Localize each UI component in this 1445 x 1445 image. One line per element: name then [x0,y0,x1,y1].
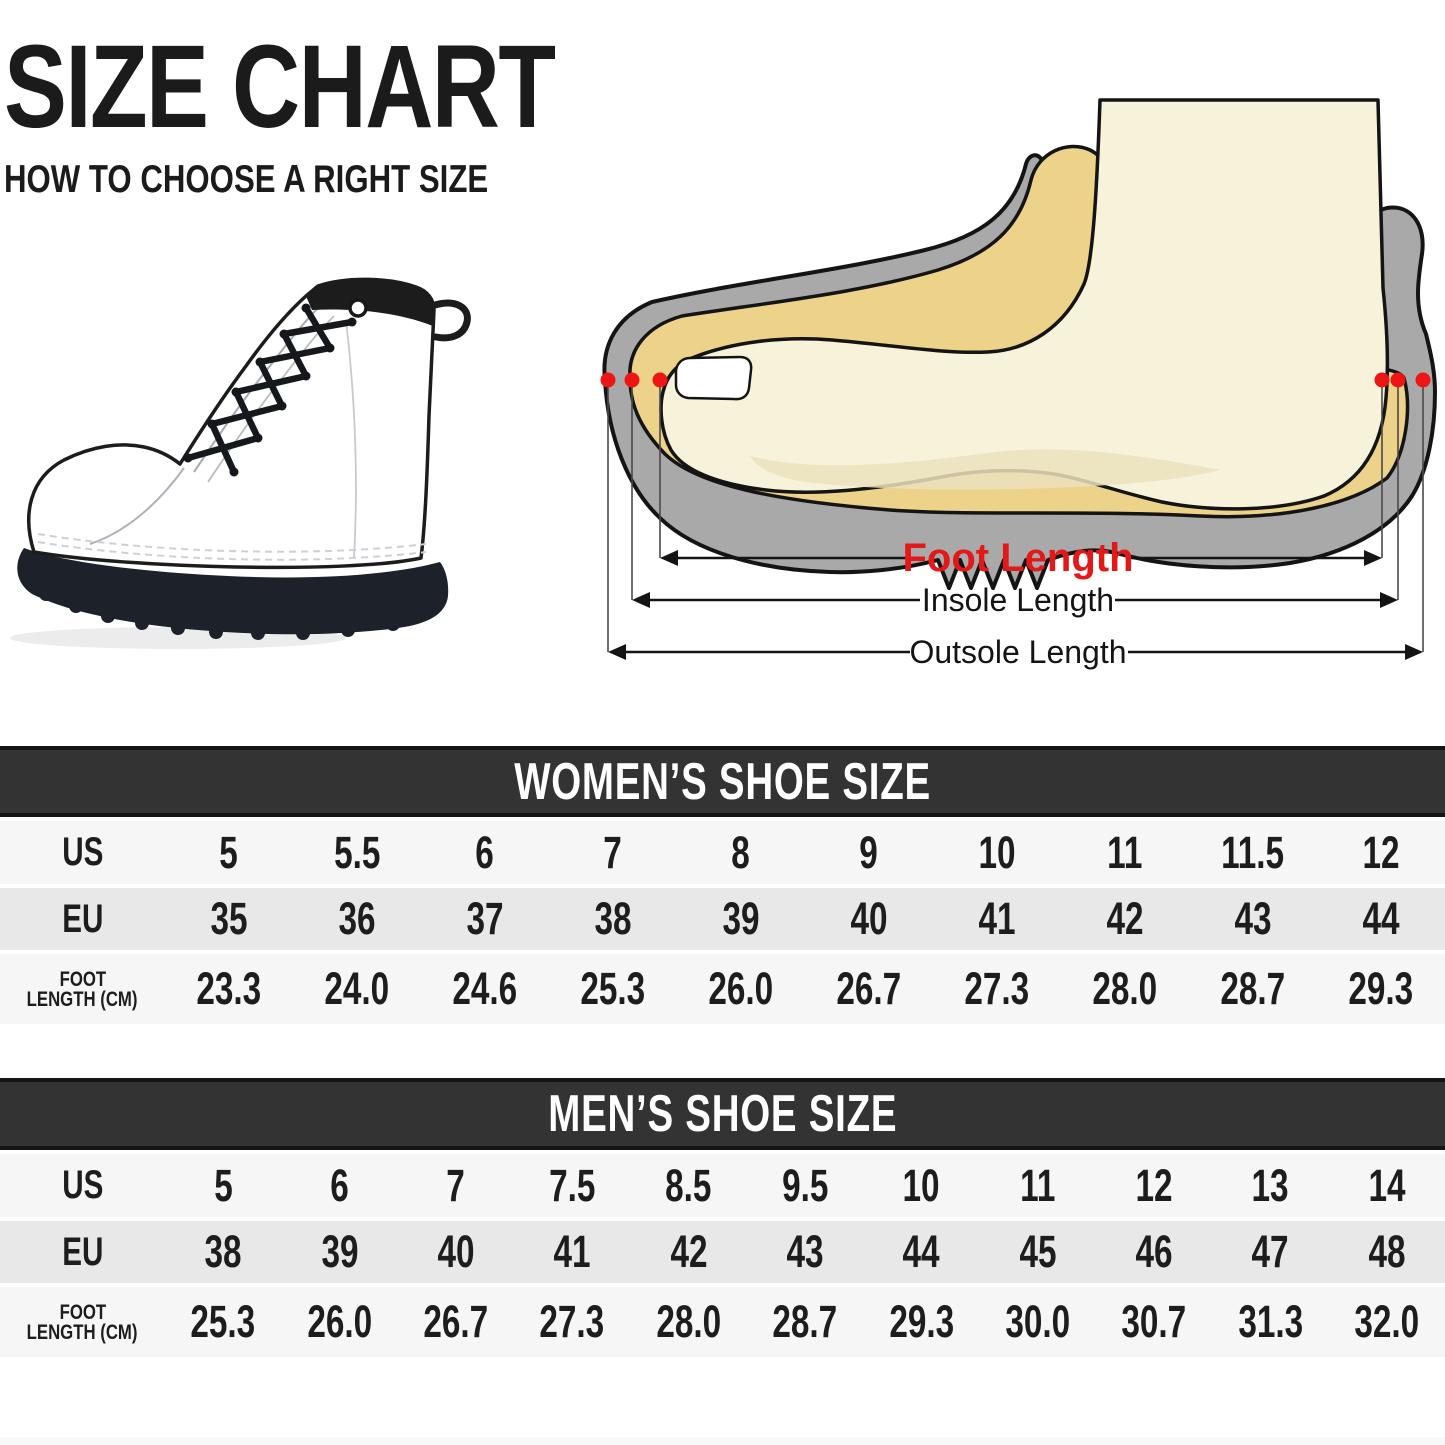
page-subtitle-text: HOW TO CHOOSE A RIGHT SIZE [4,158,489,201]
size-cell: 13 [1251,1159,1289,1211]
size-cell: 41 [978,893,1016,944]
size-cell: 44 [1362,893,1400,944]
size-cell: 11.5 [1221,826,1285,878]
boot-illustration [8,246,473,661]
size-cell: 7 [446,1159,466,1211]
size-cell: 39 [321,1226,359,1277]
womens-table-title-text: WOMEN’S SHOE SIZE [514,752,931,811]
header [4,21,692,201]
page-subtitle [4,160,692,199]
insole-length-label: Insole Length [921,582,1115,618]
womens-table-title [441,752,1004,812]
size-cell: 12 [1362,826,1400,878]
size-cell: 12 [1135,1159,1173,1211]
size-cell: 28.7 [1220,963,1286,1014]
size-cell: 44 [902,1226,940,1277]
womens-us-row [0,821,1445,884]
page-title-text: SIZE CHART [4,21,555,153]
size-cell: 37 [466,893,504,944]
size-cell: 11 [1020,1159,1056,1211]
womens-table-header [0,746,1445,817]
size-cell: 42 [1106,893,1144,944]
size-cell: 28.7 [772,1296,838,1347]
size-cell: 32.0 [1354,1296,1420,1347]
size-cell: 43 [786,1226,824,1277]
mens-us-row [0,1154,1445,1217]
size-cell: 40 [850,893,888,944]
size-cell: 5.5 [333,826,381,878]
size-cell: 45 [1019,1226,1057,1277]
foot-length-label: Foot Length [902,536,1134,580]
foot-diagram [590,58,1445,703]
size-cell: 35 [210,893,248,944]
size-cell: 10 [902,1159,940,1211]
boot-heel-tab [432,303,467,338]
size-cell: 6 [330,1159,349,1211]
size-cell: 14 [1368,1159,1406,1211]
size-cell: 26.7 [836,963,902,1014]
size-cell: 42 [670,1226,708,1277]
size-cell: 36 [338,893,376,944]
size-cell: 40 [437,1226,475,1277]
toenail [676,357,751,399]
size-cell: 11 [1107,826,1143,878]
womens-eu-row [0,888,1445,950]
size-cell: 43 [1234,893,1272,944]
page-title [4,21,692,153]
mens-table-title [487,1084,959,1144]
size-cell: 25.3 [580,963,646,1014]
size-cell: 9.5 [781,1159,829,1211]
size-cell: 6 [475,826,495,878]
size-cell: 26.0 [307,1296,372,1347]
size-cell: 8 [731,826,751,878]
size-cell: 41 [553,1226,591,1277]
row-label-foot-length: FOOT LENGTH (CM) [27,1299,138,1344]
cutoff-row-hint [0,1437,1445,1445]
mens-table-title-text: MEN’S SHOE SIZE [548,1085,897,1143]
size-cell: 26.0 [708,963,774,1014]
size-cell: 31.3 [1238,1296,1303,1347]
row-label-eu: EU [61,1229,104,1274]
womens-footlength-row [0,954,1445,1024]
size-cell: 28.0 [1092,963,1158,1014]
size-cell: 25.3 [190,1296,256,1347]
row-label-us: US [61,830,104,874]
size-cell: 29.3 [888,1296,954,1347]
size-cell: 39 [722,893,760,944]
mens-footlength-row [0,1287,1445,1357]
size-cell: 24.0 [324,963,390,1014]
size-cell: 30.7 [1121,1296,1187,1347]
size-cell: 23.3 [196,963,262,1014]
size-cell: 48 [1368,1226,1406,1277]
size-cell: 7.5 [549,1159,596,1211]
size-cell: 10 [978,826,1016,878]
row-label-foot-length: FOOT LENGTH (CM) [27,966,138,1011]
outsole-length-label: Outsole Length [909,634,1127,670]
size-cell: 38 [594,893,632,944]
row-label-us: US [61,1163,104,1207]
size-cell: 30.0 [1005,1296,1071,1347]
mens-eu-row [0,1221,1445,1283]
size-cell: 8.5 [665,1159,712,1211]
size-cell: 47 [1251,1226,1289,1277]
size-cell: 38 [204,1226,242,1277]
size-cell: 27.3 [964,963,1030,1014]
size-cell: 46 [1135,1226,1173,1277]
size-cell: 28.0 [656,1296,722,1347]
size-cell: 27.3 [539,1296,605,1347]
size-cell: 29.3 [1348,963,1414,1014]
size-cell: 24.6 [452,963,518,1014]
size-cell: 26.7 [423,1296,489,1347]
size-cell: 9 [859,826,879,878]
mens-table-header [0,1078,1445,1150]
size-cell: 7 [603,826,623,878]
size-cell: 5 [219,826,239,878]
size-cell: 5 [213,1159,233,1211]
row-label-eu: EU [61,896,104,941]
